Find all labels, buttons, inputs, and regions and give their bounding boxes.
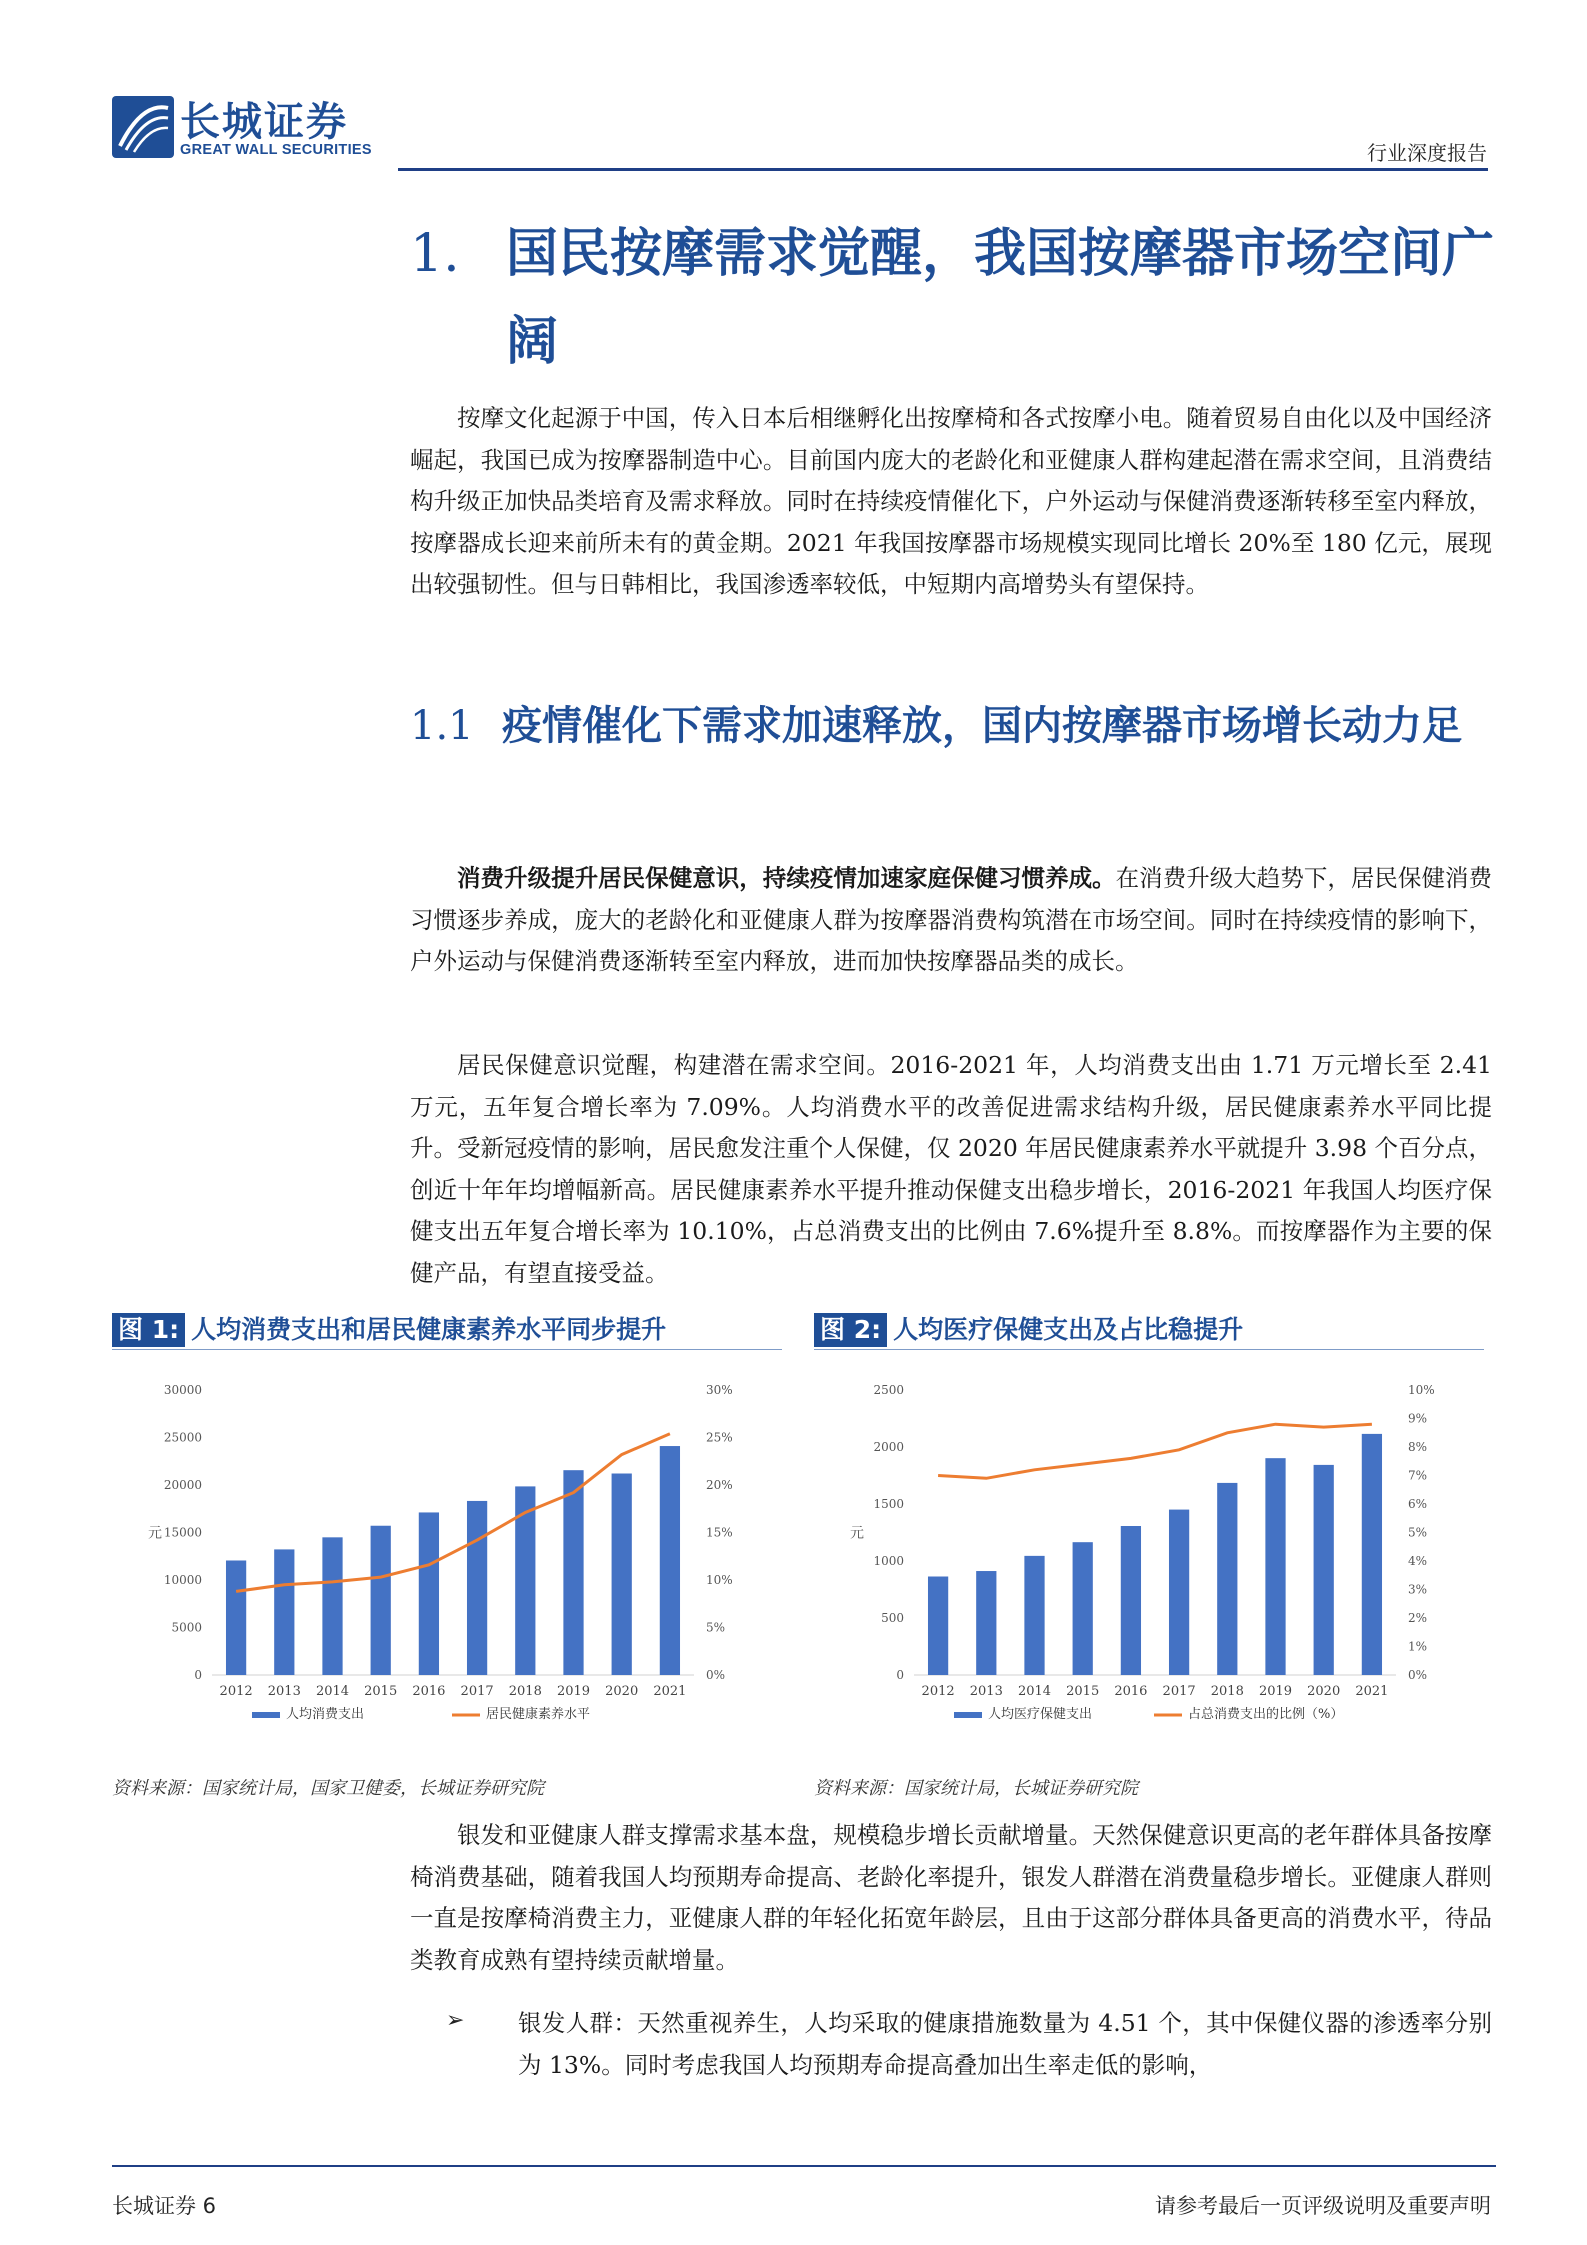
- section-1-1-number: 1.1: [410, 703, 474, 749]
- figure-2-source: 资料来源：国家统计局，长城证券研究院: [814, 1778, 1138, 1799]
- fig1-x-tick: 2019: [556, 1684, 591, 1699]
- fig1-bar: [371, 1526, 391, 1675]
- footer-divider: [112, 2165, 1496, 2167]
- bullet-arrow-icon: ➢: [446, 2008, 465, 2033]
- footer-page: 长城证券 6: [112, 2194, 217, 2218]
- logo-icon: [112, 96, 174, 158]
- section-1-number: 1.: [410, 224, 460, 284]
- fig2-y2-tick: 5%: [1408, 1525, 1428, 1540]
- fig1-bar: [467, 1501, 487, 1675]
- fig2-y2-tick: 0%: [1408, 1668, 1428, 1682]
- fig1-x-tick: 2021: [653, 1684, 687, 1699]
- fig1-bar: [515, 1486, 535, 1675]
- fig2-x-tick: 2021: [1355, 1684, 1389, 1699]
- fig1-y2-tick: 20%: [706, 1478, 733, 1492]
- fig2-bar: [1073, 1542, 1093, 1675]
- figure-1-chart: [112, 1350, 782, 1770]
- company-name-en: GREAT WALL SECURITIES: [180, 142, 372, 158]
- fig1-line: [236, 1434, 670, 1592]
- fig1-x-tick: 2012: [219, 1684, 253, 1699]
- fig1-bar: [226, 1560, 246, 1675]
- fig2-y2-tick: 6%: [1408, 1497, 1428, 1511]
- section-1-1-title: 疫情催化下需求加速释放，国内按摩器市场增长动力足: [502, 703, 1462, 749]
- fig2-x-tick: 2016: [1114, 1684, 1148, 1699]
- fig2-y2-tick: 7%: [1408, 1468, 1428, 1483]
- figure-1-source: 资料来源：国家统计局，国家卫健委，长城证券研究院: [112, 1778, 544, 1799]
- paragraph-consumption-upgrade: [410, 858, 1492, 983]
- fig1-y2-tick: 5%: [706, 1620, 726, 1635]
- fig1-x-tick: 2013: [267, 1684, 301, 1699]
- fig1-bar: [612, 1474, 632, 1675]
- fig2-y-tick: 2500: [873, 1383, 904, 1397]
- fig2-bar: [1024, 1556, 1044, 1675]
- logo-mark: [112, 96, 174, 158]
- fig1-x-tick: 2020: [605, 1684, 639, 1699]
- fig1-bar: [563, 1470, 583, 1675]
- figure-1-title-bar: [112, 1313, 782, 1350]
- section-1-heading: [410, 210, 1500, 386]
- fig1-bar: [660, 1446, 680, 1675]
- fig1-y-tick: 0: [194, 1668, 202, 1682]
- fig2-x-tick: 2020: [1307, 1684, 1341, 1699]
- fig2-y-label: 元: [850, 1525, 864, 1542]
- section-1-title: 国民按摩需求觉醒，我国按摩器市场空间广阔: [506, 224, 1495, 372]
- fig2-y2-tick: 4%: [1408, 1554, 1428, 1568]
- fig2-bar: [1169, 1510, 1189, 1675]
- fig2-x-tick: 2014: [1017, 1684, 1052, 1699]
- section-1-1-heading: [410, 680, 1500, 772]
- fig2-x-tick: 2015: [1066, 1684, 1100, 1699]
- figure-2-title-bar: [814, 1313, 1484, 1350]
- fig1-bar: [419, 1512, 439, 1675]
- fig2-x-tick: 2018: [1210, 1684, 1244, 1699]
- fig2-bar: [1362, 1434, 1382, 1675]
- fig2-x-tick: 2019: [1258, 1684, 1293, 1699]
- fig2-y-tick: 1500: [873, 1497, 904, 1511]
- fig1-y2-tick: 25%: [706, 1430, 733, 1445]
- fig1-y-tick: 30000: [163, 1383, 202, 1397]
- fig1-y-tick: 20000: [163, 1478, 202, 1492]
- fig1-y2-tick: 0%: [706, 1668, 726, 1682]
- fig1-y2-tick: 15%: [706, 1525, 733, 1540]
- figure-2-title: 人均医疗保健支出及占比稳提升: [893, 1315, 1244, 1344]
- fig1-y-tick: 5000: [171, 1620, 202, 1635]
- header-divider: [398, 168, 1488, 171]
- fig2-legend-line-label: 占总消费支出的比例（%）: [1188, 1707, 1344, 1722]
- fig1-legend-bar-label: 人均消费支出: [286, 1707, 365, 1722]
- fig1-y-tick: 10000: [163, 1573, 202, 1587]
- fig1-bar: [322, 1537, 342, 1675]
- fig1-bar: [274, 1549, 294, 1675]
- fig2-x-tick: 2012: [921, 1684, 955, 1699]
- fig2-y2-tick: 8%: [1408, 1440, 1428, 1454]
- fig2-y2-tick: 10%: [1408, 1383, 1435, 1397]
- paragraph-health-awareness: 居民保健意识觉醒，构建潜在需求空间。2016-2021 年，人均消费支出由 1.71 万元增长至 2.41 万元，五年复合增长率为 7.09%。人均消费水平的改善促进需求结构升级，居民健康素养水平同比提升。受新冠疫情的影响，居民愈发注重个人保健，仅 2020 年居民健康素养水平就提升 3.98 个百分点，创近十年年均增幅新高。居民健康素养水平提升推动保健支出稳步增长，2016-2021 年我国人均医疗保健支出五年复合增长率为 10.10%，占总消费支出的比例由 7.6%提升至 8.8%。而按摩器作为主要的保健产品，有望直接受益。: [410, 1051, 1493, 1287]
- fig2-legend-bar-label: 人均医疗保健支出: [988, 1707, 1093, 1722]
- fig2-y2-tick: 9%: [1408, 1411, 1428, 1426]
- paragraph-body: 在消费升级大趋势下，居民保健消费习惯逐步养成，庞大的老龄化和亚健康人群为按摩器消费构筑潜在市场空间。同时在持续疫情的影响下，户外运动与保健消费逐渐转至室内释放，进而加快按摩器品类的成长。: [410, 864, 1493, 975]
- fig2-y-tick: 2000: [873, 1440, 904, 1454]
- company-name-cn: 长城证券: [180, 99, 348, 145]
- fig2-bar: [976, 1571, 996, 1675]
- fig2-x-tick: 2013: [969, 1684, 1003, 1699]
- fig2-bar: [1265, 1458, 1285, 1675]
- fig1-x-tick: 2018: [508, 1684, 542, 1699]
- footer-disclaimer: 请参考最后一页评级说明及重要声明: [1155, 2194, 1491, 2218]
- fig2-x-tick: 2017: [1162, 1684, 1196, 1699]
- report-type: 行业深度报告: [1367, 141, 1487, 165]
- fig1-y-label: 元: [148, 1525, 162, 1542]
- fig2-y2-tick: 3%: [1408, 1582, 1428, 1597]
- figure-2-chart: [814, 1350, 1484, 1770]
- fig1-x-tick: 2017: [460, 1684, 494, 1699]
- figure-2: [814, 1313, 1484, 1800]
- fig2-bar: [1314, 1465, 1334, 1675]
- paragraph-silver-subhealth: 银发和亚健康人群支撑需求基本盘，规模稳步增长贡献增量。天然保健意识更高的老年群体具备按摩椅消费基础，随着我国人均预期寿命提高、老龄化率提升，银发人群潜在消费量稳步增长。亚健康人群则一直是按摩椅消费主力，亚健康人群的年轻化拓宽年龄层，且由于这部分群体具备更高的消费水平，待品类教育成熟有望持续贡献增量。: [410, 1821, 1492, 1974]
- fig1-legend-line-label: 居民健康素养水平: [486, 1707, 591, 1722]
- fig2-bar: [1121, 1526, 1141, 1675]
- fig1-legend-bar-swatch: [252, 1712, 280, 1718]
- fig1-x-tick: 2015: [364, 1684, 398, 1699]
- fig1-y-tick: 25000: [163, 1430, 202, 1445]
- fig2-line: [938, 1424, 1372, 1478]
- fig2-y-tick: 500: [881, 1611, 904, 1625]
- figure-1: [112, 1313, 782, 1800]
- fig2-y-tick: 1000: [873, 1554, 904, 1568]
- fig2-bar: [1217, 1483, 1237, 1675]
- fig1-y2-tick: 10%: [706, 1573, 733, 1587]
- fig1-x-tick: 2014: [315, 1684, 350, 1699]
- figure-2-label: 图 2:: [814, 1313, 887, 1347]
- fig2-bar: [928, 1577, 948, 1675]
- fig2-y2-tick: 1%: [1408, 1639, 1428, 1654]
- figure-1-title: 人均消费支出和居民健康素养水平同步提升: [191, 1315, 667, 1344]
- fig1-y-tick: 15000: [163, 1525, 202, 1540]
- figure-1-label: 图 1:: [112, 1313, 185, 1347]
- fig1-y2-tick: 30%: [706, 1383, 733, 1397]
- fig2-y2-tick: 2%: [1408, 1611, 1428, 1625]
- fig2-legend-bar-swatch: [954, 1712, 982, 1718]
- paragraph-lead: 消费升级提升居民保健意识，持续疫情加速家庭保健习惯养成。: [457, 864, 1116, 892]
- fig1-x-tick: 2016: [412, 1684, 446, 1699]
- fig2-y-tick: 0: [896, 1668, 904, 1682]
- bullet-silver-population: 银发人群：天然重视养生，人均采取的健康措施数量为 4.51 个，其中保健仪器的渗透率分别为 13%。同时考虑我国人均预期寿命提高叠加出生率走低的影响，: [518, 2009, 1492, 2079]
- section-1-intro: 按摩文化起源于中国，传入日本后相继孵化出按摩椅和各式按摩小电。随着贸易自由化以及中国经济崛起，我国已成为按摩器制造中心。目前国内庞大的老龄化和亚健康人群构建起潜在需求空间，且消费结构升级正加快品类培育及需求释放。同时在持续疫情催化下，户外运动与保健消费逐渐转移至室内释放，按摩器成长迎来前所未有的黄金期。2021 年我国按摩器市场规模实现同比增长 20%至 180 亿元，展现出较强韧性。但与日韩相比，我国渗透率较低，中短期内高增势头有望保持。: [410, 404, 1492, 598]
